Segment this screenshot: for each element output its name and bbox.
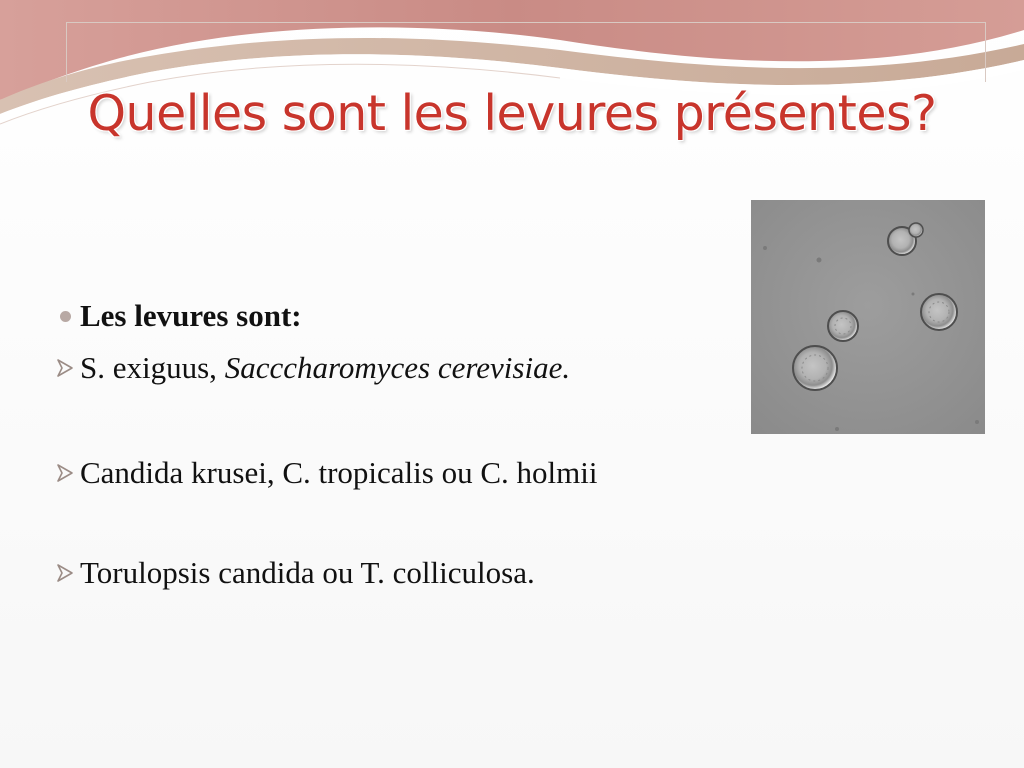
bullet-heading: Les levures sont: <box>80 298 302 333</box>
yeast-microscope-photo <box>751 200 985 434</box>
bullet-item-3-text: Torulopsis candida ou T. colliculosa. <box>80 555 535 590</box>
slide-title: Quelles sont les levures présentes? <box>87 85 937 142</box>
bullet-item-1 <box>50 350 570 386</box>
arrow-bullet-icon <box>50 563 80 583</box>
round-bullet-icon <box>50 311 80 322</box>
arrow-bullet-icon <box>50 463 80 483</box>
bullet-item-3 <box>50 555 535 591</box>
bullet-item-1-text <box>80 350 570 386</box>
arrow-bullet-icon <box>50 358 80 378</box>
bullet-item-1-italic: Sacccharomyces cerevisiae. <box>224 350 571 385</box>
bullet-item-2 <box>50 455 597 491</box>
title-frame <box>66 22 986 82</box>
bullet-heading-row <box>50 298 302 334</box>
bullet-item-1-plain: S. exiguus, <box>80 350 225 385</box>
bullet-item-2-text: Candida krusei, C. tropicalis ou C. holmii <box>80 455 598 490</box>
